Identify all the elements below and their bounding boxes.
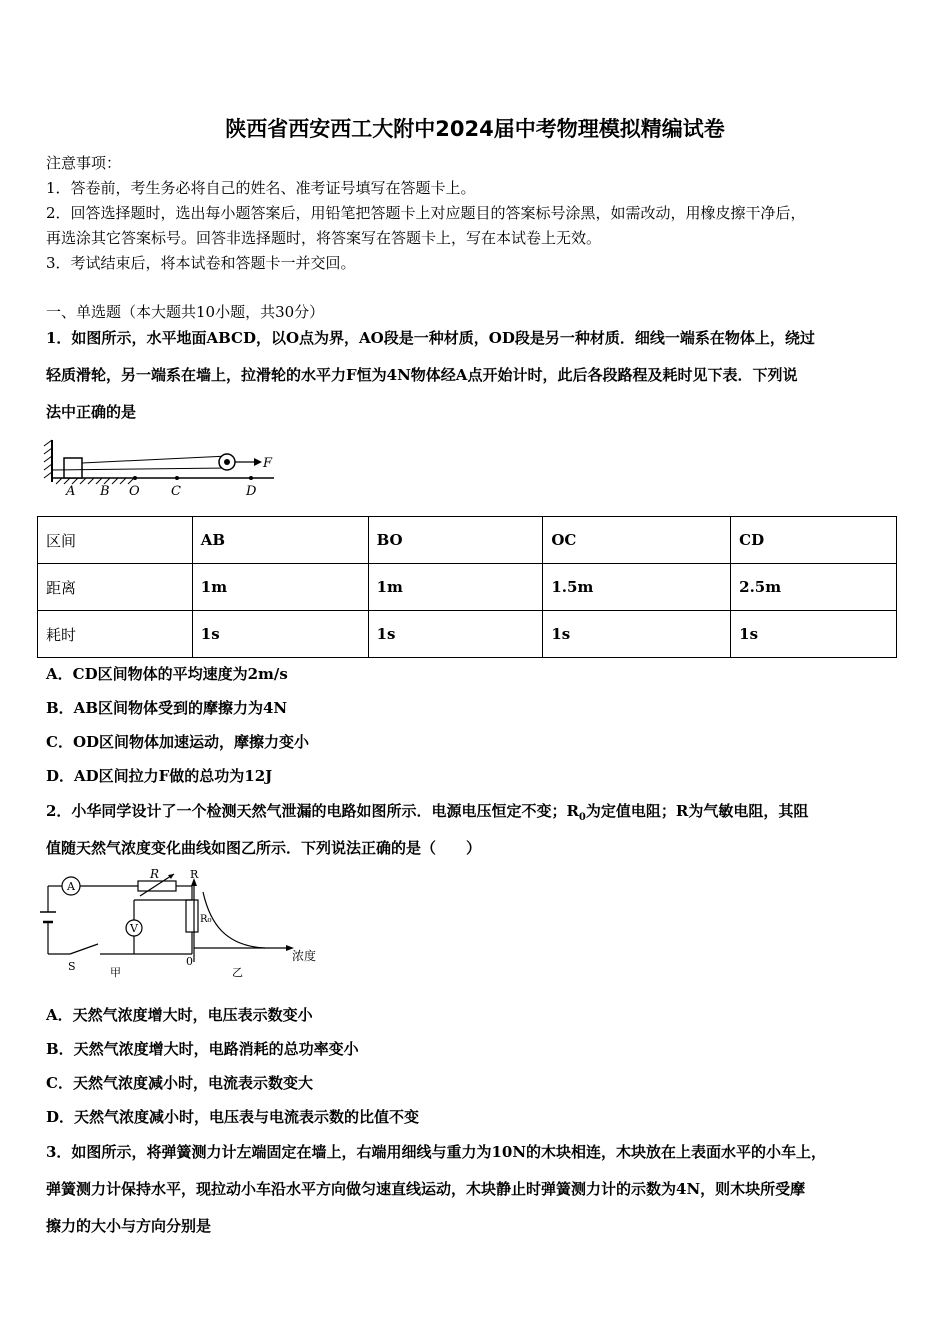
notice-item: 2．回答选择题时，选出每小题答案后，用铅笔把答题卡上对应题目的答案标号涂黑，如需改动，用橡皮擦干净后，: [46, 204, 806, 222]
q1-figure: [42, 436, 282, 500]
switch-label: S: [68, 960, 76, 973]
voltmeter-label: V: [130, 922, 138, 935]
point-label: B: [100, 484, 110, 499]
table-cell: 1s: [368, 611, 543, 658]
q2-option-b: B．天然气浓度增大时，电路消耗的总功率变小: [46, 1040, 359, 1058]
point-label: D: [246, 484, 257, 499]
table-cell: 1m: [192, 564, 368, 611]
q1-option-c: C．OD区间物体加速运动，摩擦力变小: [46, 733, 310, 751]
q1-option-a: A．CD区间物体的平均速度为2m/s: [46, 665, 288, 683]
table-row: [38, 611, 897, 658]
page-title: 陕西省西安西工大附中2024届中考物理模拟精编试卷: [225, 117, 725, 141]
notice-item: 1．答卷前，考生务必将自己的姓名、准考证号填写在答题卡上。: [46, 179, 476, 197]
resistor-label: R: [150, 868, 160, 881]
axis-x-label: 浓度: [292, 949, 317, 963]
ammeter-label: A: [67, 880, 75, 893]
q2-option-d: D．天然气浓度减小时，电压表与电流表示数的比值不变: [46, 1108, 420, 1126]
q3-text: 擦力的大小与方向分别是: [46, 1217, 212, 1235]
q1-text: 1．如图所示，水平地面ABCD，以O点为界，AO段是一种材质，OD段是另一种材质．细线一端系在物体上，绕过: [46, 329, 815, 347]
q2-text-post: 为定值电阻；R为气敏电阻，其阻: [585, 802, 809, 820]
q1-text: 轻质滑轮，另一端系在墙上，拉滑轮的水平力F恒为4N物体经A点开始计时，此后各段路程及耗时见下表．下列说: [46, 366, 798, 384]
q1-text: 法中正确的是: [46, 403, 137, 421]
table-cell: 耗时: [38, 611, 193, 658]
notice-item: 3．考试结束后，将本试卷和答题卡一并交回。: [46, 254, 356, 272]
point-label: C: [171, 484, 181, 499]
q2-text-sub: 0: [578, 812, 586, 823]
table-row: [38, 564, 897, 611]
table-cell: 1.5m: [543, 564, 731, 611]
notice-heading: 注意事项：: [46, 154, 122, 172]
point-label: A: [66, 484, 76, 499]
q2-text-pre: 2．小华同学设计了一个检测天然气泄漏的电路如图所示．电源电压恒定不变；R: [46, 802, 579, 820]
origin-label: 0: [186, 955, 193, 968]
q3-text: 3．如图所示，将弹簧测力计左端固定在墙上，右端用细线与重力为10N的木块相连，木块放在上表面水平的小车上，: [46, 1143, 827, 1161]
table-header-cell: AB: [192, 517, 368, 564]
fig-a-label: 甲: [110, 966, 121, 979]
q2-option-a: A．天然气浓度增大时，电压表示数变小: [46, 1006, 313, 1024]
q1-table: [37, 516, 897, 658]
table-cell: 1s: [731, 611, 897, 658]
point-label: O: [129, 484, 140, 499]
table-cell: 1s: [543, 611, 731, 658]
table-cell: 距离: [38, 564, 193, 611]
q2-text: [46, 800, 808, 823]
section-heading: 一、单选题（本大题共10小题，共30分）: [46, 303, 325, 321]
table-header-cell: CD: [731, 517, 897, 564]
axis-r-label: R: [190, 868, 199, 881]
q1-option-b: B．AB区间物体受到的摩擦力为4N: [46, 699, 288, 717]
r0-label: R₀: [200, 914, 212, 925]
notice-item: 再选涂其它答案标号。回答非选择题时，将答案写在答题卡上，写在本试卷上无效。: [46, 229, 602, 247]
q2-figure: [40, 868, 330, 980]
table-row: [38, 517, 897, 564]
q2-text: 值随天然气浓度变化曲线如图乙所示．下列说法正确的是（ ）: [46, 839, 482, 857]
table-cell: 1s: [192, 611, 368, 658]
table-header-cell: BO: [368, 517, 543, 564]
q1-option-d: D．AD区间拉力F做的总功为12J: [46, 767, 273, 785]
table-header-cell: 区间: [38, 517, 193, 564]
q3-text: 弹簧测力计保持水平，现拉动小车沿水平方向做匀速直线运动，木块静止时弹簧测力计的示数为4N，则木块所受摩: [46, 1180, 806, 1198]
table-cell: 2.5m: [731, 564, 897, 611]
fig-b-label: 乙: [232, 966, 243, 979]
table-header-cell: OC: [543, 517, 731, 564]
force-label: F: [263, 456, 273, 471]
q2-option-c: C．天然气浓度减小时，电流表示数变大: [46, 1074, 313, 1092]
table-cell: 1m: [368, 564, 543, 611]
